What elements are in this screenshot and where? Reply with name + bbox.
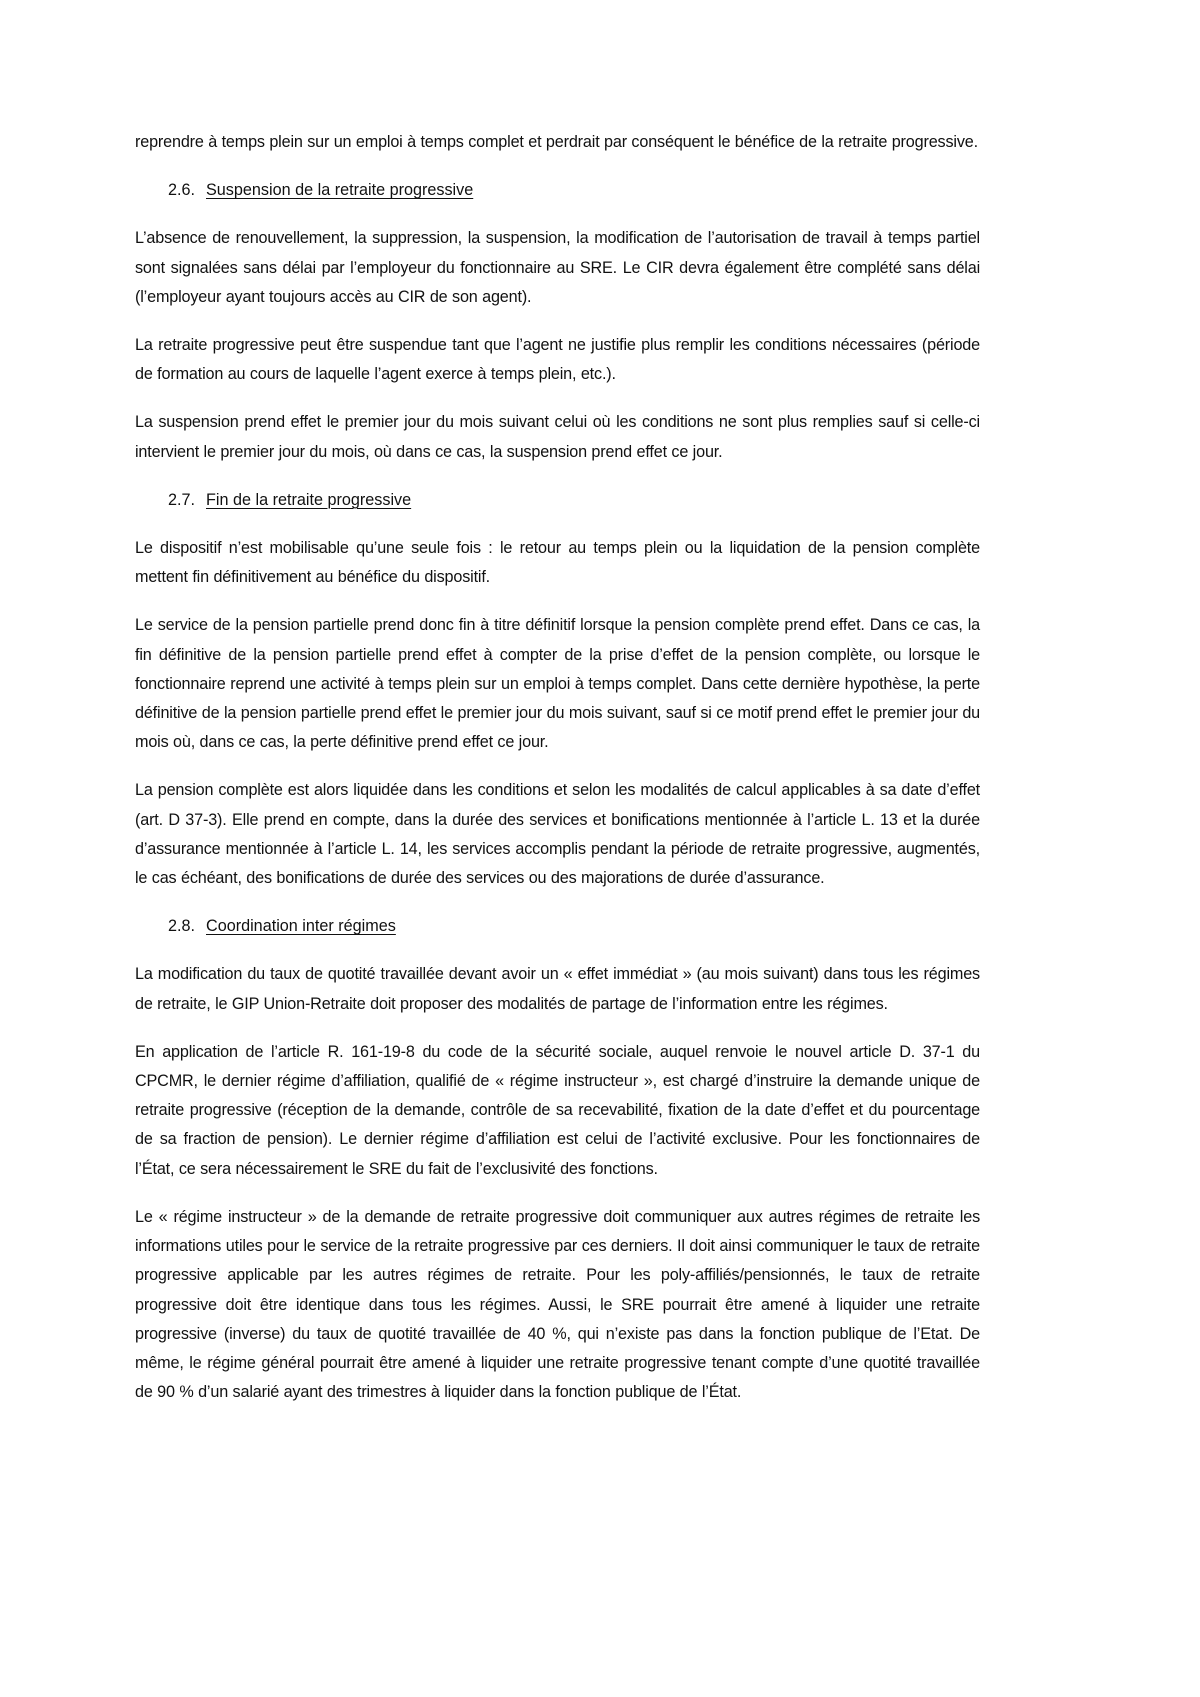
heading-2-6-number: 2.6.	[168, 181, 196, 200]
paragraph-2-7-pension-complete-liquidee: La pension complète est alors liquidée dans les conditions et selon les modalités de calcul applicables à sa date d’effet (art. D 37-3). Elle prend en compte, dans la durée des services et bonifications mentionnée à l’article L. 13 et la durée d’assurance mentionnée à l’article L. 14, les services accomplis pendant la période de retraite progressive, augmentés, le cas échéant, des bonifications de durée des services ou des majorations de durée d’assurance.	[135, 781, 980, 888]
heading-2-6-title: Suspension de la retraite progressive	[206, 181, 474, 200]
paragraph-2-8-modification-taux-quotite: La modification du taux de quotité travaillée devant avoir un « effet immédiat » (au mois suivant) dans tous les régimes de retraite, le GIP Union-Retraite doit proposer des modalités de partage de l’information entre les régimes.	[135, 965, 980, 1013]
heading-2-8-title: Coordination inter régimes	[206, 917, 396, 936]
heading-2-7	[135, 486, 980, 515]
paragraph-2-8-application-article-r-161-19-8: En application de l’article R. 161-19-8 du code de la sécurité sociale, auquel renvoie le nouvel article D. 37-1 du CPCMR, le dernier régime d’affiliation, qualifié de « régime instructeur », est chargé d’instruire la demande unique de retraite progressive (réception de la demande, contrôle de sa recevabilité, fixation de la date d’effet et du pourcentage de sa fraction de pension). Le dernier régime d’affiliation est celui de l’activité exclusive. Pour les fonctionnaires de l’État, ce sera nécessairement le SRE du fait de l’exclusivité des fonctions.	[135, 1042, 980, 1178]
heading-2-8	[135, 912, 980, 941]
heading-2-7-number: 2.7.	[168, 490, 196, 509]
paragraph-2-6-prise-effet: La suspension prend effet le premier jour du mois suivant celui où les conditions ne sont plus remplies sauf si celle-ci intervient le premier jour du mois, où dans ce cas, la suspension prend effet ce jour.	[135, 413, 980, 461]
paragraph-2-7-dispositif-une-seule-fois: Le dispositif n’est mobilisable qu’une seule fois : le retour au temps plein ou la liquidation de la pension complète mettent fin définitivement au bénéfice du dispositif.	[135, 539, 980, 587]
paragraph-2-7-service-pension-partielle: Le service de la pension partielle prend donc fin à titre définitif lorsque la pension complète prend effet. Dans ce cas, la fin définitive de la pension partielle prend effet à compter de la prise d’effet de la pension complète, ou lorsque le fonctionnaire reprend une activité à temps plein sur un emploi à temps complet. Dans cette dernière hypothèse, la perte définitive de la pension partielle prend effet le premier jour du mois suivant, sauf si ce motif prend effet le premier jour du mois où, dans ce cas, la perte définitive prend effet ce jour.	[135, 616, 980, 752]
heading-2-7-title: Fin de la retraite progressive	[206, 490, 412, 509]
document-body	[135, 128, 980, 1426]
paragraph-2-6-suspension-conditions: La retraite progressive peut être suspendue tant que l’agent ne justifie plus remplir les conditions nécessaires (période de formation au cours de laquelle l’agent exerce à temps plein, etc.).	[135, 336, 980, 384]
heading-2-8-number: 2.8.	[168, 917, 196, 936]
paragraph-2-6-absence-renouvellement: L’absence de renouvellement, la suppression, la suspension, la modification de l’autorisation de travail à temps partiel sont signalées sans délai par l’employeur du fonctionnaire au SRE. Le CIR devra également être complété sans délai (l’employeur ayant toujours accès au CIR de son agent).	[135, 229, 980, 306]
paragraph-2-8-regime-instructeur-communication: Le « régime instructeur » de la demande de retraite progressive doit communiquer aux autres régimes de retraite les informations utiles pour le service de la retraite progressive par ces derniers. Il doit ainsi communiquer le taux de retraite progressive applicable par les autres régimes de retraite. Pour les poly-affiliés/pensionnés, le taux de retraite progressive doit être identique dans tous les régimes. Aussi, le SRE pourrait être amené à liquider une retraite progressive (inverse) du taux de quotité travaillée de 40 %, qui n’existe pas dans la fonction publique de l’Etat. De même, le régime général pourrait être amené à liquider une retraite progressive tenant compte d’une quotité travaillée de 90 % d’un salarié ayant des trimestres à liquider dans la fonction publique de l’État.	[135, 1207, 980, 1402]
paragraph-intro-continuation: reprendre à temps plein sur un emploi à temps complet et perdrait par conséquent le bénéfice de la retraite progressive.	[135, 133, 978, 151]
heading-2-6	[135, 176, 980, 205]
